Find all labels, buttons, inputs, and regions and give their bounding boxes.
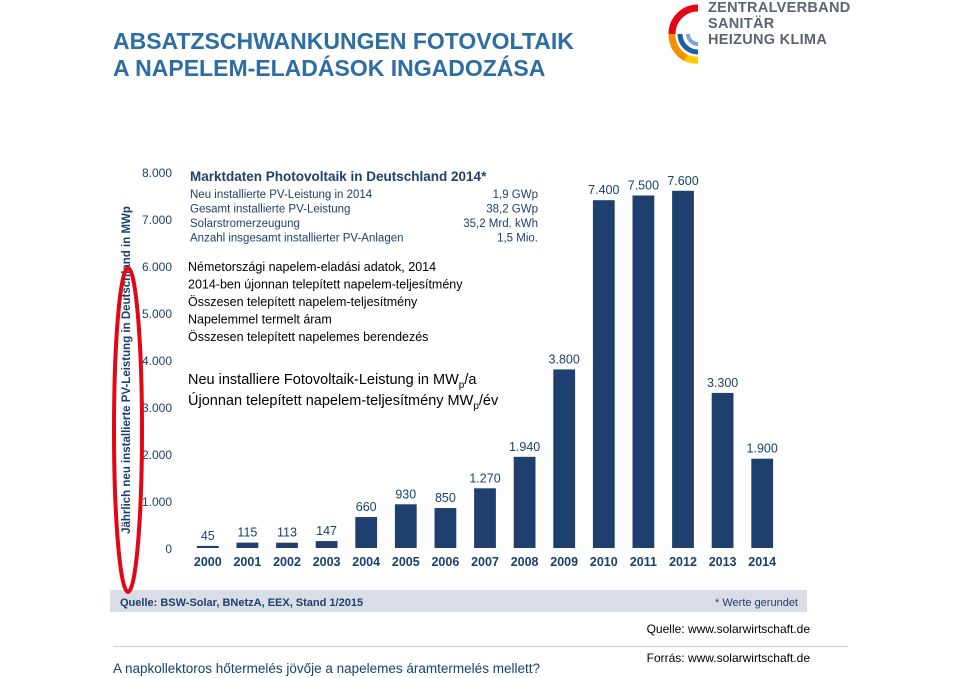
bar-value-label: 1.270 xyxy=(469,471,501,486)
x-tick-label: 2010 xyxy=(589,555,618,569)
bar xyxy=(355,517,377,548)
bar xyxy=(474,488,496,548)
bar xyxy=(751,459,773,548)
info-row-label: Neu installierte PV-Leistung in 2014 xyxy=(190,189,373,201)
x-tick-label: 2012 xyxy=(669,555,697,569)
x-tick-label: 2009 xyxy=(550,555,579,569)
x-tick-label: 2004 xyxy=(352,555,381,569)
translation-line: Összesen telepített napelemes berendezés xyxy=(188,330,429,344)
source-hu: Forrás: www.solarwirtschaft.de xyxy=(646,651,810,665)
x-tick-label: 2002 xyxy=(273,555,301,569)
chart-panel xyxy=(110,120,807,612)
translation-line: Napelemmel termelt áram xyxy=(188,312,332,327)
bar xyxy=(237,543,259,548)
info-row-label: Anzahl insgesamt installierter PV-Anlagen xyxy=(190,232,404,245)
bar-value-label: 1.900 xyxy=(746,441,778,456)
info-row-value: 35,2 Mrd. kWh xyxy=(463,218,538,230)
bar-value-label: 1.940 xyxy=(508,439,541,454)
logo-line-1: ZENTRALVERBAND xyxy=(708,0,851,16)
bar-value-label: 147 xyxy=(316,524,338,539)
chart-footnote: * Werte gerundet xyxy=(715,597,798,609)
logo-emblem xyxy=(672,8,698,60)
y-axis-label: Jährlich neu installierte PV-Leistung in Deutschland in MWp xyxy=(121,206,133,534)
info-row-value: 1,5 Mio. xyxy=(497,232,538,245)
y-ticks xyxy=(142,166,172,556)
bar-value-label: 115 xyxy=(237,525,258,540)
info-row-value: 38,2 GWp xyxy=(486,203,538,216)
bar-value-label: 930 xyxy=(395,487,417,502)
y-tick-label: 2.000 xyxy=(141,448,172,462)
label-hu-sub: p xyxy=(473,401,479,412)
label-de-sub: p xyxy=(458,380,465,391)
x-tick-label: 2014 xyxy=(748,555,777,569)
title-line-1: ABSATZSCHWANKUNGEN FOTOVOLTAIK xyxy=(113,28,574,54)
y-tick-label: 4.000 xyxy=(141,354,172,368)
translation-line: 2014-ben újonnan telepített napelem-teljesítmény xyxy=(188,277,463,292)
y-tick-label: 5.000 xyxy=(141,307,172,321)
translation-line: Összesen telepített napelem-teljesítmény xyxy=(188,295,418,309)
y-tick-label: 1.000 xyxy=(141,495,172,509)
x-tick-label: 2003 xyxy=(312,555,341,569)
y-tick-label: 7.000 xyxy=(141,213,172,227)
bar xyxy=(197,546,219,548)
bar-value-label: 850 xyxy=(434,491,456,506)
bar xyxy=(712,393,734,548)
bar xyxy=(593,200,615,548)
info-row-label: Solarstromerzeugung xyxy=(190,218,300,230)
bar-value-label: 7.500 xyxy=(627,178,660,193)
bar xyxy=(276,543,298,548)
bar-chart xyxy=(110,120,807,612)
logo-arc xyxy=(686,58,698,60)
bar xyxy=(633,196,655,549)
source-de: Quelle: www.solarwirtschaft.de xyxy=(646,622,810,636)
x-tick-label: 2000 xyxy=(193,555,222,569)
x-tick-label: 2007 xyxy=(471,555,499,569)
info-box xyxy=(180,160,550,256)
chart-source: Quelle: BSW-Solar, BNetzA, EEX, Stand 1/2015 xyxy=(120,597,364,609)
logo-arc xyxy=(688,34,698,44)
bar-value-label: 7.600 xyxy=(667,173,699,188)
bar-value-label: 45 xyxy=(200,528,215,543)
x-tick-label: 2013 xyxy=(708,555,737,569)
label-de-prefix: Neu installiere Fotovoltaik-Leistung in MW xyxy=(188,372,459,388)
y-tick-label: 0 xyxy=(165,542,172,556)
bar xyxy=(435,508,457,548)
label-de-suffix: /a xyxy=(464,372,477,388)
bar-value-label: 3.800 xyxy=(548,352,580,367)
x-tick-label: 2005 xyxy=(391,555,420,569)
bar xyxy=(514,457,536,548)
bar xyxy=(672,191,694,548)
y-tick-label: 3.000 xyxy=(141,401,172,415)
info-row-label: Gesamt installierte PV-Leistung xyxy=(190,203,351,216)
bar xyxy=(316,541,338,548)
x-tick-label: 2008 xyxy=(510,555,539,569)
y-tick-label: 8.000 xyxy=(141,166,172,180)
label-hu-prefix: Újonnan telepített napelem-teljesítmény MW xyxy=(188,393,474,409)
page-title xyxy=(113,28,574,82)
translation-box xyxy=(178,254,538,412)
bar-value-label: 660 xyxy=(355,499,377,514)
x-tick-label: 2011 xyxy=(629,555,657,569)
logo-text xyxy=(708,0,850,48)
footer-divider xyxy=(113,646,848,647)
label-hu-suffix: /év xyxy=(478,393,499,409)
bar-value-label: 113 xyxy=(277,525,297,540)
x-tick-label: 2001 xyxy=(233,555,262,569)
y-tick-label: 6.000 xyxy=(141,260,172,274)
logo-arc xyxy=(672,8,698,34)
title-line-2: A NAPELEM-ELADÁSOK INGADOZÁSA xyxy=(113,55,546,81)
bar xyxy=(395,504,417,548)
bar-value-label: 3.300 xyxy=(706,375,739,390)
x-tick-label: 2006 xyxy=(431,555,460,569)
translation-line: Németországi napelem-eladási adatok, 2014 xyxy=(188,260,437,274)
info-row-value: 1,9 GWp xyxy=(492,189,538,201)
x-ticks xyxy=(194,555,776,569)
footer-text: A napkollektoros hőtermelés jövője a napelemes áramtermelés mellett? xyxy=(113,661,540,676)
bar-value-label: 7.400 xyxy=(588,183,620,198)
logo-line-3: HEIZUNG KLIMA xyxy=(708,32,828,48)
info-box-title: Marktdaten Photovoltaik in Deutschland 2014* xyxy=(190,169,487,184)
logo-line-2: SANITÄR xyxy=(708,16,775,32)
bar xyxy=(553,369,575,548)
